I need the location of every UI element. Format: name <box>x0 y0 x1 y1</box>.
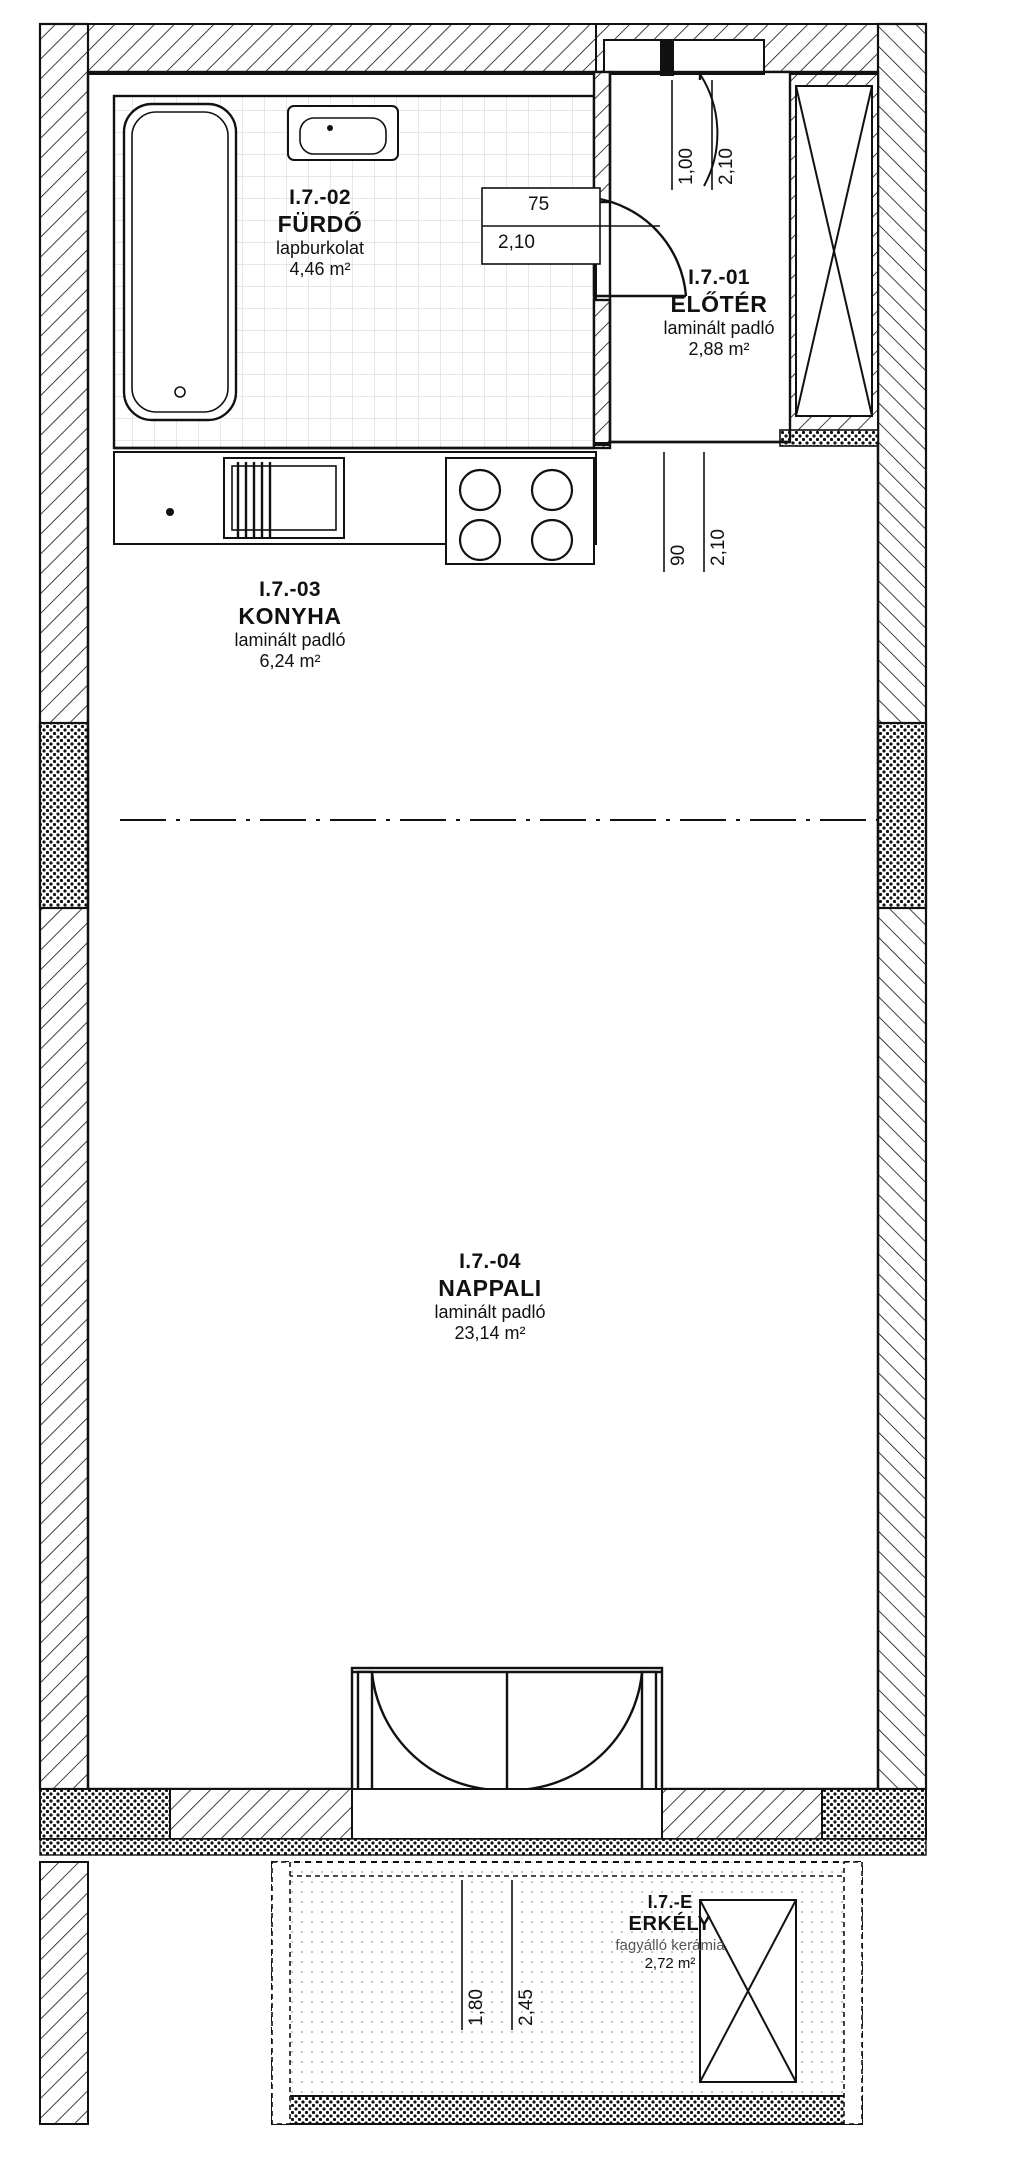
room-label-living <box>370 1250 610 1344</box>
room-label-kitchen <box>140 578 440 672</box>
dim-balcony-door-width: 1,80 <box>466 1989 487 2026</box>
dim-bathroom-door-height: 2,10 <box>498 232 535 253</box>
room-finish: fagyálló kerámia <box>615 1936 725 1954</box>
room-finish: laminált padló <box>663 317 775 338</box>
room-name: ELŐTÉR <box>670 290 768 317</box>
room-area: 4,46 m² <box>289 259 351 280</box>
dim-hall-door-width: 90 <box>668 544 689 566</box>
room-code: I.7.-E <box>647 1892 693 1912</box>
dim-entrance-door-width: 1,00 <box>676 148 697 185</box>
entrance-area <box>596 40 878 446</box>
room-finish: laminált padló <box>234 629 346 650</box>
wall-bottom <box>40 1789 926 1855</box>
wall-right <box>878 24 926 1789</box>
dim-bathroom-door-width: 75 <box>528 194 550 215</box>
room-code: I.7.-02 <box>289 186 351 209</box>
wall-hatch-top <box>40 24 926 74</box>
room-finish: laminált padló <box>434 1301 546 1322</box>
room-area: 6,24 m² <box>259 651 321 672</box>
balcony-door <box>352 1668 662 1790</box>
dim-entrance-door-height: 2,10 <box>716 148 737 185</box>
room-area: 23,14 m² <box>454 1323 526 1344</box>
room-name: KONYHA <box>238 602 342 629</box>
wall-left <box>40 24 88 1789</box>
room-area: 2,72 m² <box>644 1954 696 1972</box>
room-code: I.7.-03 <box>259 578 321 601</box>
room-name: ERKÉLY <box>628 1913 712 1936</box>
room-name: NAPPALI <box>438 1274 542 1301</box>
room-finish: lapburkolat <box>275 237 365 258</box>
room-label-balcony <box>560 1892 780 1972</box>
room-label-hall <box>594 266 844 360</box>
room-code: I.7.-01 <box>688 266 750 289</box>
room-code: I.7.-04 <box>459 1250 521 1273</box>
room-name: FÜRDŐ <box>277 210 363 237</box>
room-area: 2,88 m² <box>688 339 750 360</box>
dim-balcony-door-height: 2,45 <box>516 1989 537 2026</box>
dim-hall-door-height: 2,10 <box>708 529 729 566</box>
room-label-bathroom <box>170 186 470 280</box>
